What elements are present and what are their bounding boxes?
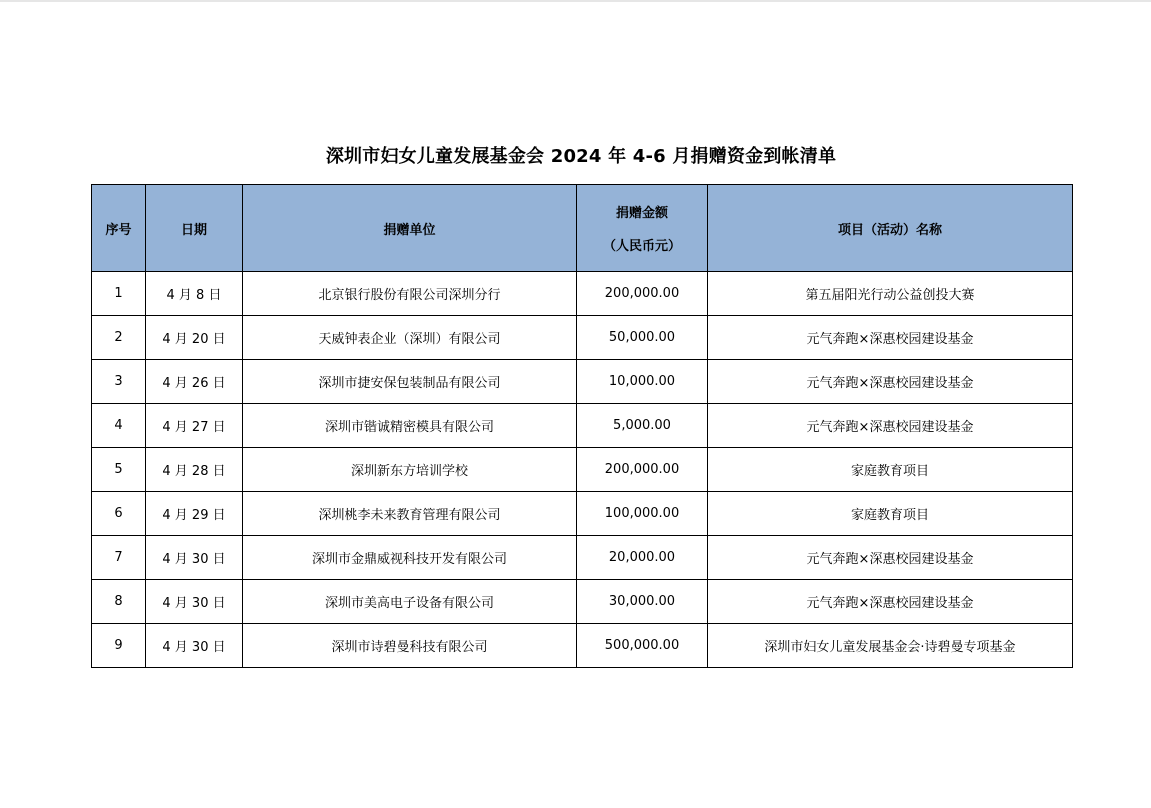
cell-date: 4 月 26 日 <box>146 360 243 404</box>
cell-project: 元气奔跑×深惠校园建设基金 <box>708 360 1073 404</box>
donation-table <box>91 184 1073 668</box>
cell-date: 4 月 8 日 <box>146 272 243 316</box>
cell-date: 4 月 20 日 <box>146 316 243 360</box>
cell-amount: 500,000.00 <box>577 624 708 668</box>
cell-project: 家庭教育项目 <box>708 492 1073 536</box>
cell-amount: 200,000.00 <box>577 448 708 492</box>
cell-date: 4 月 30 日 <box>146 624 243 668</box>
table-row <box>92 624 1073 668</box>
table-row <box>92 316 1073 360</box>
cell-project: 家庭教育项目 <box>708 448 1073 492</box>
cell-project: 第五届阳光行动公益创投大赛 <box>708 272 1073 316</box>
cell-donor: 深圳桃李未来教育管理有限公司 <box>243 492 577 536</box>
cell-date: 4 月 27 日 <box>146 404 243 448</box>
cell-index: 4 <box>92 404 146 448</box>
table-row <box>92 448 1073 492</box>
header-amount-label: 捐赠金额 <box>615 206 668 221</box>
cell-donor: 深圳市美高电子设备有限公司 <box>243 580 577 624</box>
cell-amount: 200,000.00 <box>577 272 708 316</box>
cell-amount: 50,000.00 <box>577 316 708 360</box>
cell-index: 3 <box>92 360 146 404</box>
cell-index: 8 <box>92 580 146 624</box>
cell-donor: 深圳市金鼎威视科技开发有限公司 <box>243 536 577 580</box>
table-row <box>92 580 1073 624</box>
header-amount-unit: （人民币元） <box>602 239 681 254</box>
header-date: 日期 <box>146 185 243 272</box>
header-donor: 捐赠单位 <box>243 185 577 272</box>
cell-date: 4 月 30 日 <box>146 580 243 624</box>
cell-donor: 深圳市锴诚精密模具有限公司 <box>243 404 577 448</box>
cell-project: 元气奔跑×深惠校园建设基金 <box>708 316 1073 360</box>
cell-amount: 5,000.00 <box>577 404 708 448</box>
table-row <box>92 536 1073 580</box>
cell-donor: 北京银行股份有限公司深圳分行 <box>243 272 577 316</box>
document-title: 深圳市妇女儿童发展基金会 2024 年 4-6 月捐赠资金到帐清单 <box>325 146 837 167</box>
cell-donor: 天威钟表企业（深圳）有限公司 <box>243 316 577 360</box>
cell-donor: 深圳市捷安保包装制品有限公司 <box>243 360 577 404</box>
table-row <box>92 272 1073 316</box>
table-row <box>92 360 1073 404</box>
cell-amount: 20,000.00 <box>577 536 708 580</box>
cell-index: 7 <box>92 536 146 580</box>
cell-donor: 深圳市诗碧曼科技有限公司 <box>243 624 577 668</box>
cell-amount: 100,000.00 <box>577 492 708 536</box>
table-row <box>92 404 1073 448</box>
cell-index: 2 <box>92 316 146 360</box>
cell-project: 元气奔跑×深惠校园建设基金 <box>708 404 1073 448</box>
cell-project: 元气奔跑×深惠校园建设基金 <box>708 580 1073 624</box>
table-header-row <box>92 185 1073 272</box>
header-project: 项目（活动）名称 <box>708 185 1073 272</box>
header-amount <box>577 185 708 272</box>
cell-amount: 10,000.00 <box>577 360 708 404</box>
cell-date: 4 月 28 日 <box>146 448 243 492</box>
cell-date: 4 月 29 日 <box>146 492 243 536</box>
top-border-line <box>0 0 1151 2</box>
header-index: 序号 <box>92 185 146 272</box>
table-row <box>92 492 1073 536</box>
cell-project: 元气奔跑×深惠校园建设基金 <box>708 536 1073 580</box>
cell-date: 4 月 30 日 <box>146 536 243 580</box>
cell-project: 深圳市妇女儿童发展基金会·诗碧曼专项基金 <box>708 624 1073 668</box>
cell-amount: 30,000.00 <box>577 580 708 624</box>
cell-index: 6 <box>92 492 146 536</box>
cell-donor: 深圳新东方培训学校 <box>243 448 577 492</box>
cell-index: 9 <box>92 624 146 668</box>
cell-index: 5 <box>92 448 146 492</box>
cell-index: 1 <box>92 272 146 316</box>
